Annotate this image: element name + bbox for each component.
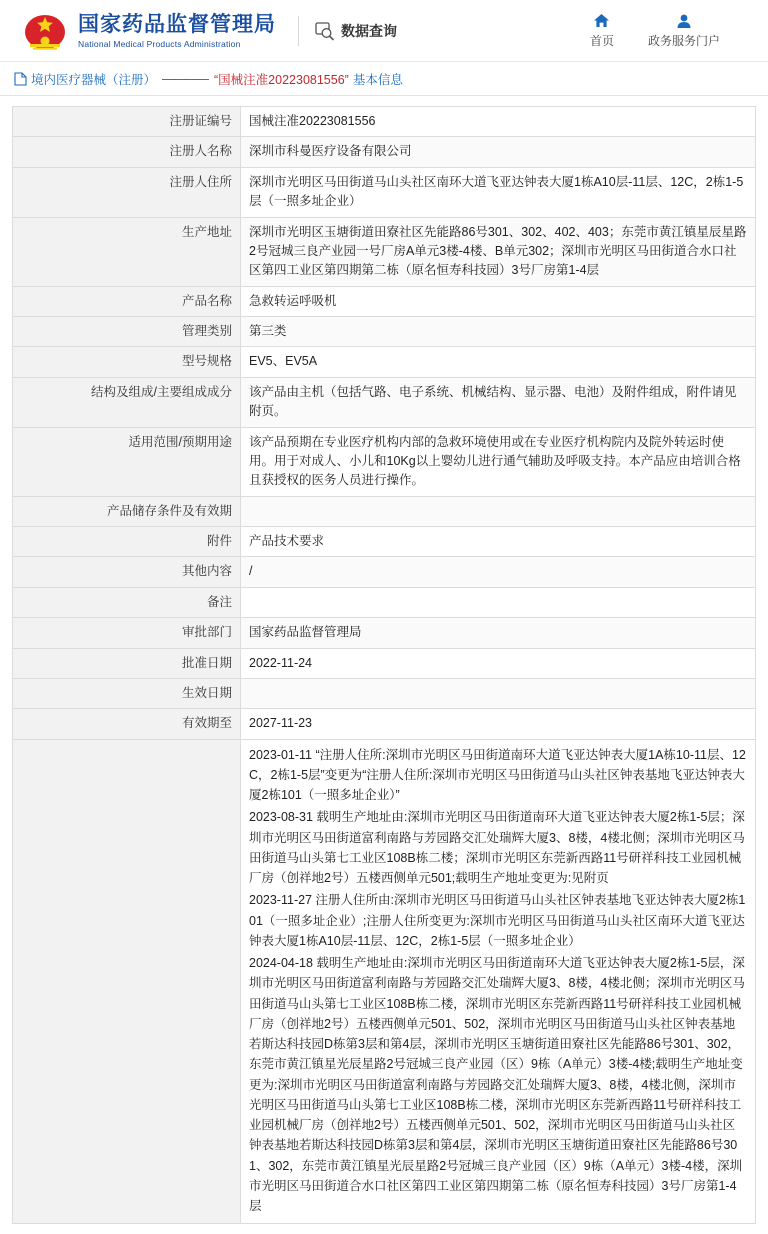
row-label: 生效日期 xyxy=(13,678,241,708)
row-value: 深圳市科曼医疗设备有限公司 xyxy=(241,137,756,167)
national-emblem-icon xyxy=(22,11,68,51)
table-row xyxy=(13,496,756,526)
nav-item-portal-label: 政务服务门户 xyxy=(647,34,720,48)
header-nav xyxy=(590,12,746,49)
row-value xyxy=(241,587,756,617)
brand-title-cn: 国家药品监督管理局 xyxy=(78,12,276,37)
table-row xyxy=(13,377,756,427)
nav-item-home-label: 首页 xyxy=(589,34,614,48)
table-row xyxy=(13,286,756,316)
row-label: 批准日期 xyxy=(13,648,241,678)
row-label: 注册人名称 xyxy=(13,137,241,167)
table-row xyxy=(13,137,756,167)
row-label: 生产地址 xyxy=(13,217,241,286)
row-label: 审批部门 xyxy=(13,618,241,648)
table-row xyxy=(13,648,756,678)
table-row xyxy=(13,557,756,587)
nav-item-portal[interactable] xyxy=(648,12,720,49)
brand-title-en: National Medical Products Administration xyxy=(78,38,241,49)
row-label: 产品储存条件及有效期 xyxy=(13,496,241,526)
row-value: 国家药品监督管理局 xyxy=(241,618,756,648)
row-value: 产品技术要求 xyxy=(241,527,756,557)
breadcrumb xyxy=(14,70,403,88)
registration-info-table xyxy=(12,106,756,1224)
history-label xyxy=(13,739,241,1224)
row-value: 2022-11-24 xyxy=(241,648,756,678)
history-entry: 2023-08-31 载明生产地址由:深圳市光明区马田街道南环大道飞亚达钟表大厦2栋1-5层；深圳市光明区马田街道富利南路与芳园路交汇处瑞辉大厦3、8楼，4楼北侧；深圳市光明区马田街道马山头第七工业区108B栋二楼；深圳市光明区东莞新西路11号研祥科技工业园机械厂房（创祥地2号）五楼西侧单元501;载明生产地址变更为:见附页 xyxy=(249,810,745,886)
row-value xyxy=(241,678,756,708)
site-brand xyxy=(78,12,276,48)
row-value: 第三类 xyxy=(241,317,756,347)
table-row xyxy=(13,527,756,557)
table-row xyxy=(13,678,756,708)
table-row-history xyxy=(13,739,756,1224)
home-icon xyxy=(593,12,610,29)
row-value: 急救转运呼吸机 xyxy=(241,286,756,316)
data-query-label: 数据查询 xyxy=(341,22,397,39)
table-row xyxy=(13,317,756,347)
user-icon xyxy=(676,12,692,29)
table-row xyxy=(13,618,756,648)
document-icon xyxy=(14,72,27,86)
breadcrumb-bar xyxy=(0,62,768,96)
breadcrumb-separator: ———— xyxy=(162,71,209,86)
row-label: 注册证编号 xyxy=(13,107,241,137)
row-value: 该产品预期在专业医疗机构内部的急救环境使用或在专业医疗机构院内及院外转运时使用。用于对成人、小儿和10Kg以上婴幼儿进行通气辅助及呼吸支持。本产品应由培训合格且获授权的医务人员进行操作。 xyxy=(241,427,756,496)
row-value: 国械注准20223081556 xyxy=(241,107,756,137)
table-row xyxy=(13,347,756,377)
row-value: / xyxy=(241,557,756,587)
row-value: 2027-11-23 xyxy=(241,709,756,739)
nav-item-home[interactable] xyxy=(590,12,614,49)
row-value: 深圳市光明区玉塘街道田寮社区先能路86号301、302、402、403；东莞市黄江镇星辰星路2号冠城三良产业园一号厂房A单元3楼-4楼、B单元302；深圳市光明区马田街道合水口社区第四工业区第四期第二栋（原名恒寿科技园）3号厂房第1-4层 xyxy=(241,217,756,286)
row-value: 该产品由主机（包括气路、电子系统、机械结构、显示器、电池）及附件组成，附件请见附页。 xyxy=(241,377,756,427)
history-value xyxy=(241,739,756,1224)
row-label: 产品名称 xyxy=(13,286,241,316)
row-label: 结构及组成/主要组成成分 xyxy=(13,377,241,427)
row-label: 附件 xyxy=(13,527,241,557)
breadcrumb-tail: 基本信息 xyxy=(352,72,403,87)
history-entry: 2023-01-11 “注册人住所:深圳市光明区马田街道南环大道飞亚达钟表大厦1A栋10-11层、12C，2栋1-5层”变更为“注册人住所:深圳市光明区马田街道马山头社区钟表基地飞亚达钟表大厦2栋101（一照多址企业）” xyxy=(249,747,746,803)
row-label: 注册人住所 xyxy=(13,167,241,217)
row-value xyxy=(241,496,756,526)
row-label: 管理类别 xyxy=(13,317,241,347)
table-row xyxy=(13,217,756,286)
data-query-link[interactable] xyxy=(315,21,397,41)
breadcrumb-section[interactable]: 境内医疗器械（注册） xyxy=(31,72,157,87)
row-label: 适用范围/预期用途 xyxy=(13,427,241,496)
site-header xyxy=(0,0,768,62)
table-row xyxy=(13,167,756,217)
header-divider xyxy=(298,16,299,46)
row-label: 有效期至 xyxy=(13,709,241,739)
row-label: 其他内容 xyxy=(13,557,241,587)
row-label: 型号规格 xyxy=(13,347,241,377)
table-row xyxy=(13,107,756,137)
row-value: 深圳市光明区马田街道马山头社区南环大道飞亚达钟表大厦1栋A10层-11层、12C，2栋1-5层（一照多址企业） xyxy=(241,167,756,217)
row-value: EV5、EV5A xyxy=(241,347,756,377)
table-row xyxy=(13,427,756,496)
search-icon xyxy=(315,21,335,41)
breadcrumb-current: “国械注准20223081556” xyxy=(214,72,349,87)
history-entry: 2024-04-18 载明生产地址由:深圳市光明区马田街道南环大道飞亚达钟表大厦2栋1-5层，深圳市光明区马田街道富利南路与芳园路交汇处瑞辉大厦3、8楼，4楼北侧；深圳市光明区马田街道马山头第七工业区108B栋二楼，深圳市光明区东莞新西路11号研祥科技工业园机械厂房（创祥地2号）五楼西侧单元501、502，深圳市光明区马田街道马山头社区钟表基地若斯达科技园D栋第3层和第4层，深圳市光明区玉塘街道田寮社区先能路86号301、302，东莞市黄江镇星光辰星路2号冠城三良产业园（区）9栋（A单元）3楼-4楼;载明生产地址变更为:深圳市光明区马田街道富利南路与芳园路交汇处瑞辉大厦3、8楼，4楼北侧，深圳市光明区马田街道马山头第七工业区108B栋二楼，深圳市光明区东莞新西路11号研祥科技工业园机械厂房（创祥地2号）五楼西侧单元501、502，深圳市光明区马田街道马山头社区钟表基地若斯达科技园D栋第3层和第4层，深圳市光明区玉塘街道田寮社区先能路86号301、302，东莞市黄江镇星光辰星路2号冠城三良产业园（区）9栋（A单元）3楼-4楼，深圳市光明区马田街道合水口社区第四工业区第四期第二栋（原名恒寿科技园）3号厂房第1-4层 xyxy=(249,956,745,1214)
table-row xyxy=(13,587,756,617)
bottom-spacer xyxy=(0,1224,768,1234)
row-label: 备注 xyxy=(13,587,241,617)
history-entry: 2023-11-27 注册人住所由:深圳市光明区马田街道马山头社区钟表基地飞亚达钟表大厦2栋101（一照多址企业）;注册人住所变更为:深圳市光明区马田街道马山头社区南环大道飞亚达钟表大厦1栋A10层-11层、12C，2栋1-5层（一照多址企业） xyxy=(249,893,746,948)
table-row xyxy=(13,709,756,739)
